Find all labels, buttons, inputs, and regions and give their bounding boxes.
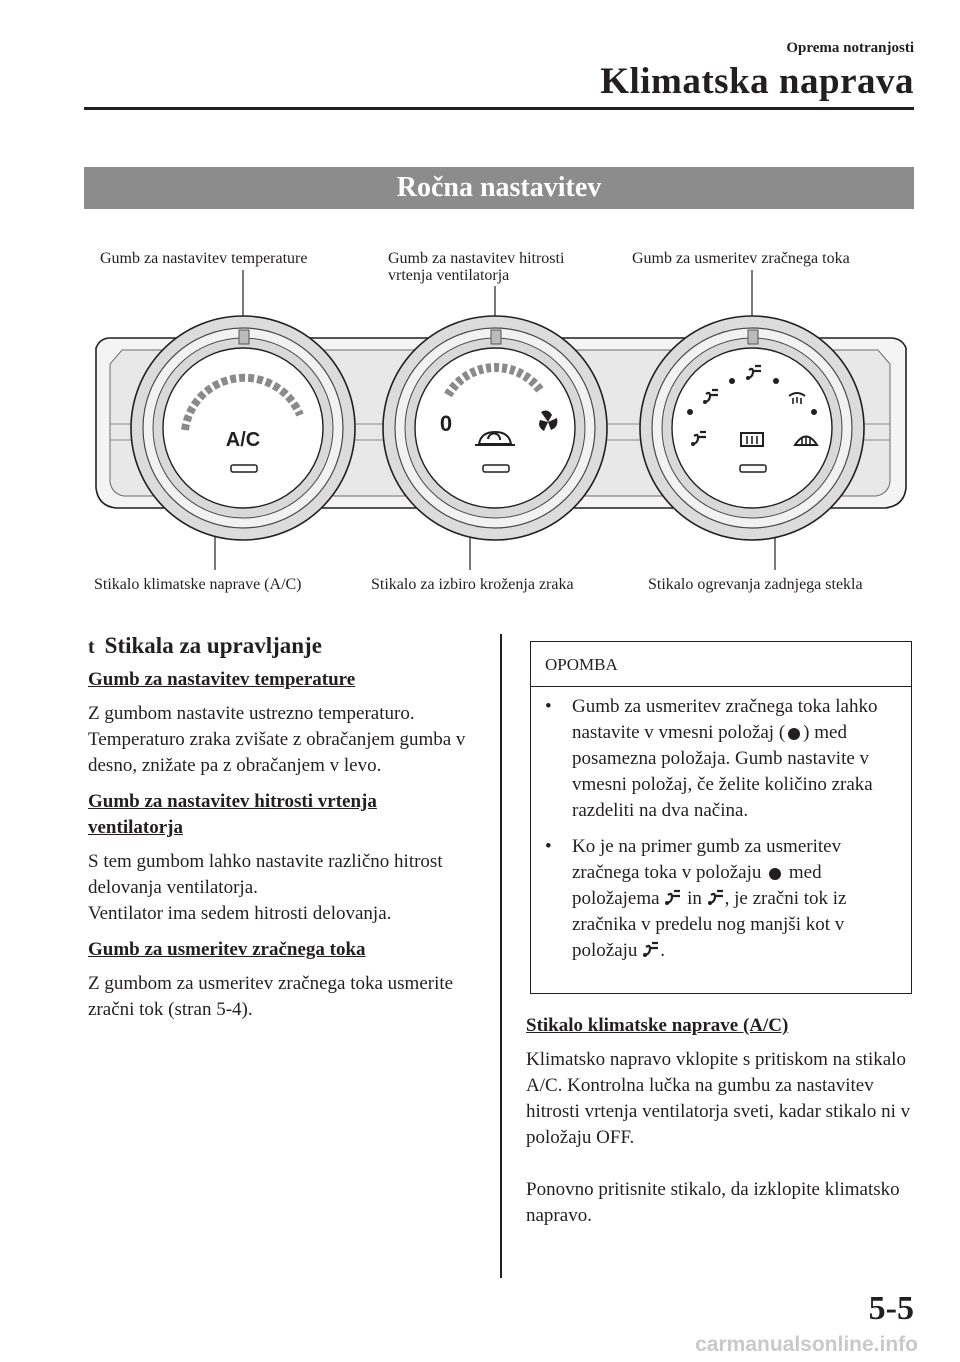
temperature-knob <box>131 316 355 540</box>
section-banner: Ročna nastavitev <box>84 167 914 209</box>
fan-heading-line1: Gumb za nastavitev hitrosti vrtenja <box>88 791 377 812</box>
note-item-1 <box>531 694 911 824</box>
watermark: carmanualsonline.info <box>695 1333 918 1356</box>
ac-text-2: Ponovno pritisnite stikalo, da izklopite klimatsko napravo. <box>526 1179 900 1226</box>
note-body <box>531 694 911 974</box>
fan-knob <box>383 316 607 540</box>
section-label: Oprema notranjosti <box>786 40 914 56</box>
fan-text-line1: S tem gumbom lahko nastavite različno hitrost delovanja ventilatorja. <box>88 851 443 898</box>
fan-text-line2: Ventilator ima sedem hitrosti delovanja. <box>88 903 392 924</box>
note-item-2-text-d: , je zračni tok iz zračnika v predelu nog manjši kot v položaju <box>572 888 847 961</box>
note-item-1-text-b: ) med posamezna položaja. Gumb nastavite v vmesni položaj, če želite količino zraka razdeliti na dva načina. <box>572 722 873 821</box>
airflow-heading: Gumb za usmeritev zračnega toka <box>88 939 366 960</box>
temperature-text: Z gumbom nastavite ustrezno temperaturo. Temperaturo zraka zvišate z obračanjem gumba v desno, znižate pa z obračanjem v levo. <box>88 703 466 776</box>
rear-defroster-indicator <box>740 465 766 472</box>
callout-temperature-knob: Gumb za nastavitev temperature <box>100 250 308 267</box>
right-column <box>526 1013 918 1229</box>
bullet: • <box>545 836 552 857</box>
page-number: 5-5 <box>868 1290 914 1327</box>
note-item-1-text-a: Gumb za usmeritev zračnega toka lahko nastavite v vmesni položaj ( <box>572 696 878 743</box>
control-panel-diagram <box>0 0 960 640</box>
section-title: Stikala za upravljanje <box>104 633 322 658</box>
note-item-2-text-b: med položajema <box>572 862 822 909</box>
intermediate-dot-icon <box>785 725 803 741</box>
intermediate-dot-icon <box>766 865 784 881</box>
bullet: • <box>545 696 552 717</box>
note-box <box>530 641 912 994</box>
ac-indicator <box>231 465 257 472</box>
callout-fan-knob-line1: Gumb za nastavitev hitrosti <box>388 250 565 267</box>
callout-airflow-knob: Gumb za usmeritev zračnega toka <box>632 250 850 267</box>
note-title: OPOMBA <box>531 642 911 687</box>
vent-feet-icon <box>664 889 682 907</box>
fan-heading-line2: ventilatorja <box>88 817 183 838</box>
column-divider <box>500 634 502 1278</box>
chapter-title: Klimatska naprava <box>600 61 914 102</box>
callout-ac-switch: Stikalo klimatske naprave (A/C) <box>94 576 302 593</box>
callout-recirculation-switch: Stikalo za izbiro kroženja zraka <box>371 576 574 593</box>
vent-feet-icon <box>642 941 660 959</box>
recirculation-indicator <box>483 465 509 472</box>
callout-fan-knob-line2: vrtenja ventilatorja <box>388 267 510 284</box>
note-item-2 <box>531 834 911 964</box>
ac-label: A/C <box>225 429 261 451</box>
note-item-2-text-e: . <box>660 940 665 961</box>
fan-zero-label: 0 <box>439 411 453 436</box>
note-item-2-text-c: in <box>687 888 702 909</box>
vent-face-icon <box>707 889 725 907</box>
airflow-text: Z gumbom za usmeritev zračnega toka usmerite zračni tok (stran 5-4). <box>88 973 454 1020</box>
section-marker: t <box>88 636 95 658</box>
ac-text-1: Klimatsko napravo vklopite s pritiskom na stikalo A/C. Kontrolna lučka na gumbu za nastavitev hitrosti vrtenja ventilatorja sveti, kadar stikalo ni v položaju OFF. <box>526 1049 911 1148</box>
temperature-heading: Gumb za nastavitev temperature <box>88 669 356 690</box>
airflow-knob <box>640 316 864 540</box>
ac-heading: Stikalo klimatske naprave (A/C) <box>526 1015 789 1036</box>
callout-rear-defroster: Stikalo ogrevanja zadnjega stekla <box>648 576 863 593</box>
note-item-2-text-a: Ko je na primer gumb za usmeritev zračnega toka v položaju <box>572 836 842 883</box>
left-column <box>88 633 488 1023</box>
section-heading <box>88 633 488 659</box>
